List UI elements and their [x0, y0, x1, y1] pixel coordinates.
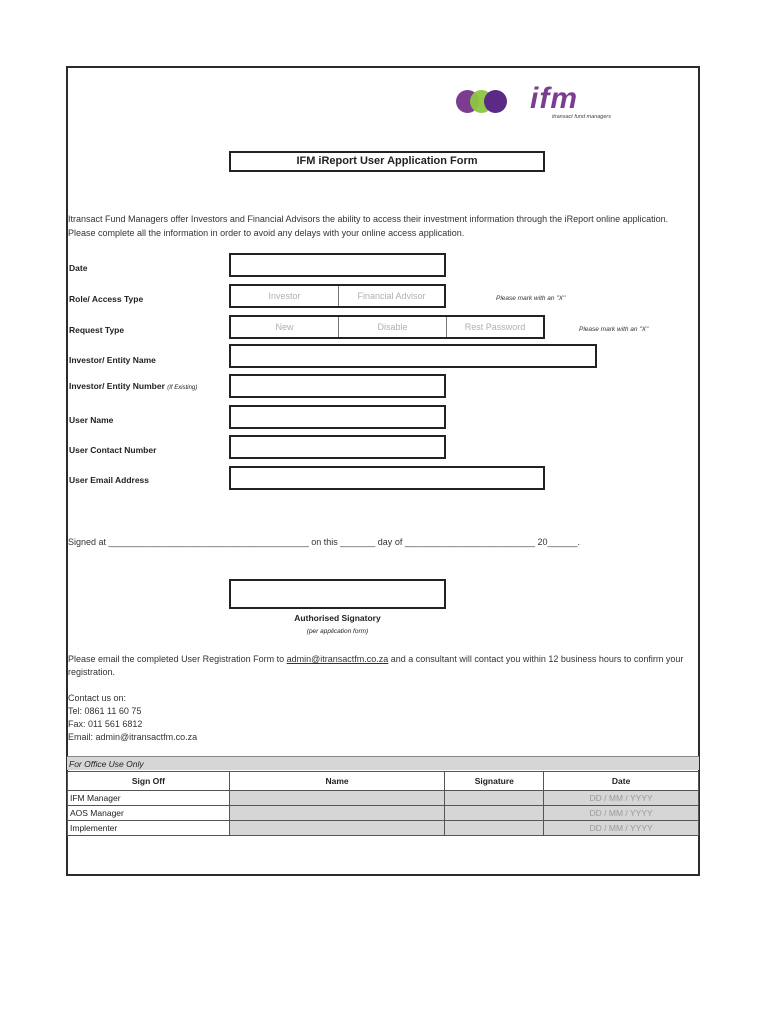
- office-table-header-row: [68, 772, 699, 791]
- office-use-heading: For Office Use Only: [67, 756, 699, 770]
- col-date: Date: [544, 772, 699, 791]
- request-option-new[interactable]: New: [231, 317, 339, 337]
- sign-off-role: IFM Manager: [68, 791, 230, 806]
- date-cell[interactable]: DD / MM / YYYY: [544, 806, 699, 821]
- contact-number-field[interactable]: [229, 435, 446, 459]
- email-link[interactable]: admin@itransactfm.co.za: [286, 654, 389, 664]
- email-field[interactable]: [229, 466, 545, 490]
- intro-text: Itransact Fund Managers offer Investors and Financial Advisors the ability to access their investment information through the iReport online application. Please complete all the information in order to avoid any delays with your online access application.: [68, 214, 669, 238]
- contact-email: Email: admin@itransactfm.co.za: [68, 732, 198, 742]
- name-cell[interactable]: [229, 806, 445, 821]
- table-row: [68, 791, 699, 806]
- email-instructions-before: Please email the completed User Registration Form to: [68, 654, 287, 664]
- table-row: [68, 821, 699, 836]
- name-cell[interactable]: [229, 791, 445, 806]
- logo-wordmark: ifm: [530, 82, 578, 115]
- email-instructions-after: and a consultant will contact you within 12 business hours to confirm your registration.: [68, 654, 684, 677]
- entity-number-note: (If Existing): [167, 385, 198, 391]
- request-option-reset-password[interactable]: Rest Password: [464, 322, 526, 332]
- request-label: Request Type: [69, 325, 125, 335]
- logo-circle-right: [484, 90, 507, 113]
- sign-off-role: Implementer: [68, 821, 230, 836]
- signatory-box[interactable]: [229, 579, 446, 609]
- contact-number-label: User Contact Number: [69, 445, 157, 455]
- entity-number-field[interactable]: [229, 374, 446, 398]
- email-label: User Email Address: [69, 475, 149, 485]
- role-label: Role/ Access Type: [69, 294, 144, 304]
- entity-number-label-text: Investor/ Entity Number: [69, 381, 165, 391]
- logo-tagline: itransact fund managers: [552, 114, 612, 120]
- sign-off-role: AOS Manager: [68, 806, 230, 821]
- name-cell[interactable]: [229, 821, 445, 836]
- date-label: Date: [69, 263, 88, 273]
- contact-fax: Fax: 011 561 6812: [68, 719, 143, 729]
- role-hint: Please mark with an "X": [496, 295, 566, 302]
- entity-name-label: Investor/ Entity Name: [69, 355, 156, 365]
- request-option-disable[interactable]: Disable: [339, 317, 447, 337]
- date-cell[interactable]: DD / MM / YYYY: [544, 821, 699, 836]
- email-instructions: [68, 653, 692, 678]
- signature-cell[interactable]: [445, 791, 544, 806]
- contact-block: [68, 692, 197, 744]
- role-options: [229, 284, 446, 308]
- contact-tel: Tel: 0861 11 60 75: [68, 706, 142, 716]
- table-row: [68, 806, 699, 821]
- contact-heading: Contact us on:: [68, 693, 127, 703]
- signatory-subtitle: (per application form): [306, 628, 369, 635]
- form-title: IFM iReport User Application Form: [229, 151, 545, 172]
- request-options: [229, 315, 545, 339]
- date-field[interactable]: [229, 253, 446, 277]
- entity-name-field[interactable]: [229, 344, 597, 368]
- user-name-field[interactable]: [229, 405, 446, 429]
- signed-at-line: Signed at ________________________________________ on this _______ day of __________________________ 20______.: [68, 537, 581, 547]
- col-sign-off: Sign Off: [68, 772, 230, 791]
- signature-cell[interactable]: [445, 806, 544, 821]
- role-option-financial-advisor[interactable]: Financial Advisor: [357, 291, 426, 301]
- col-signature: Signature: [445, 772, 544, 791]
- date-cell[interactable]: DD / MM / YYYY: [544, 791, 699, 806]
- office-use-table: [67, 771, 699, 836]
- col-name: Name: [229, 772, 445, 791]
- signatory-title: Authorised Signatory: [294, 613, 381, 623]
- request-hint: Please mark with an "X": [579, 326, 649, 333]
- entity-number-label: [69, 381, 197, 391]
- signature-cell[interactable]: [445, 821, 544, 836]
- user-name-label: User Name: [69, 415, 114, 425]
- role-option-investor[interactable]: Investor: [231, 286, 339, 306]
